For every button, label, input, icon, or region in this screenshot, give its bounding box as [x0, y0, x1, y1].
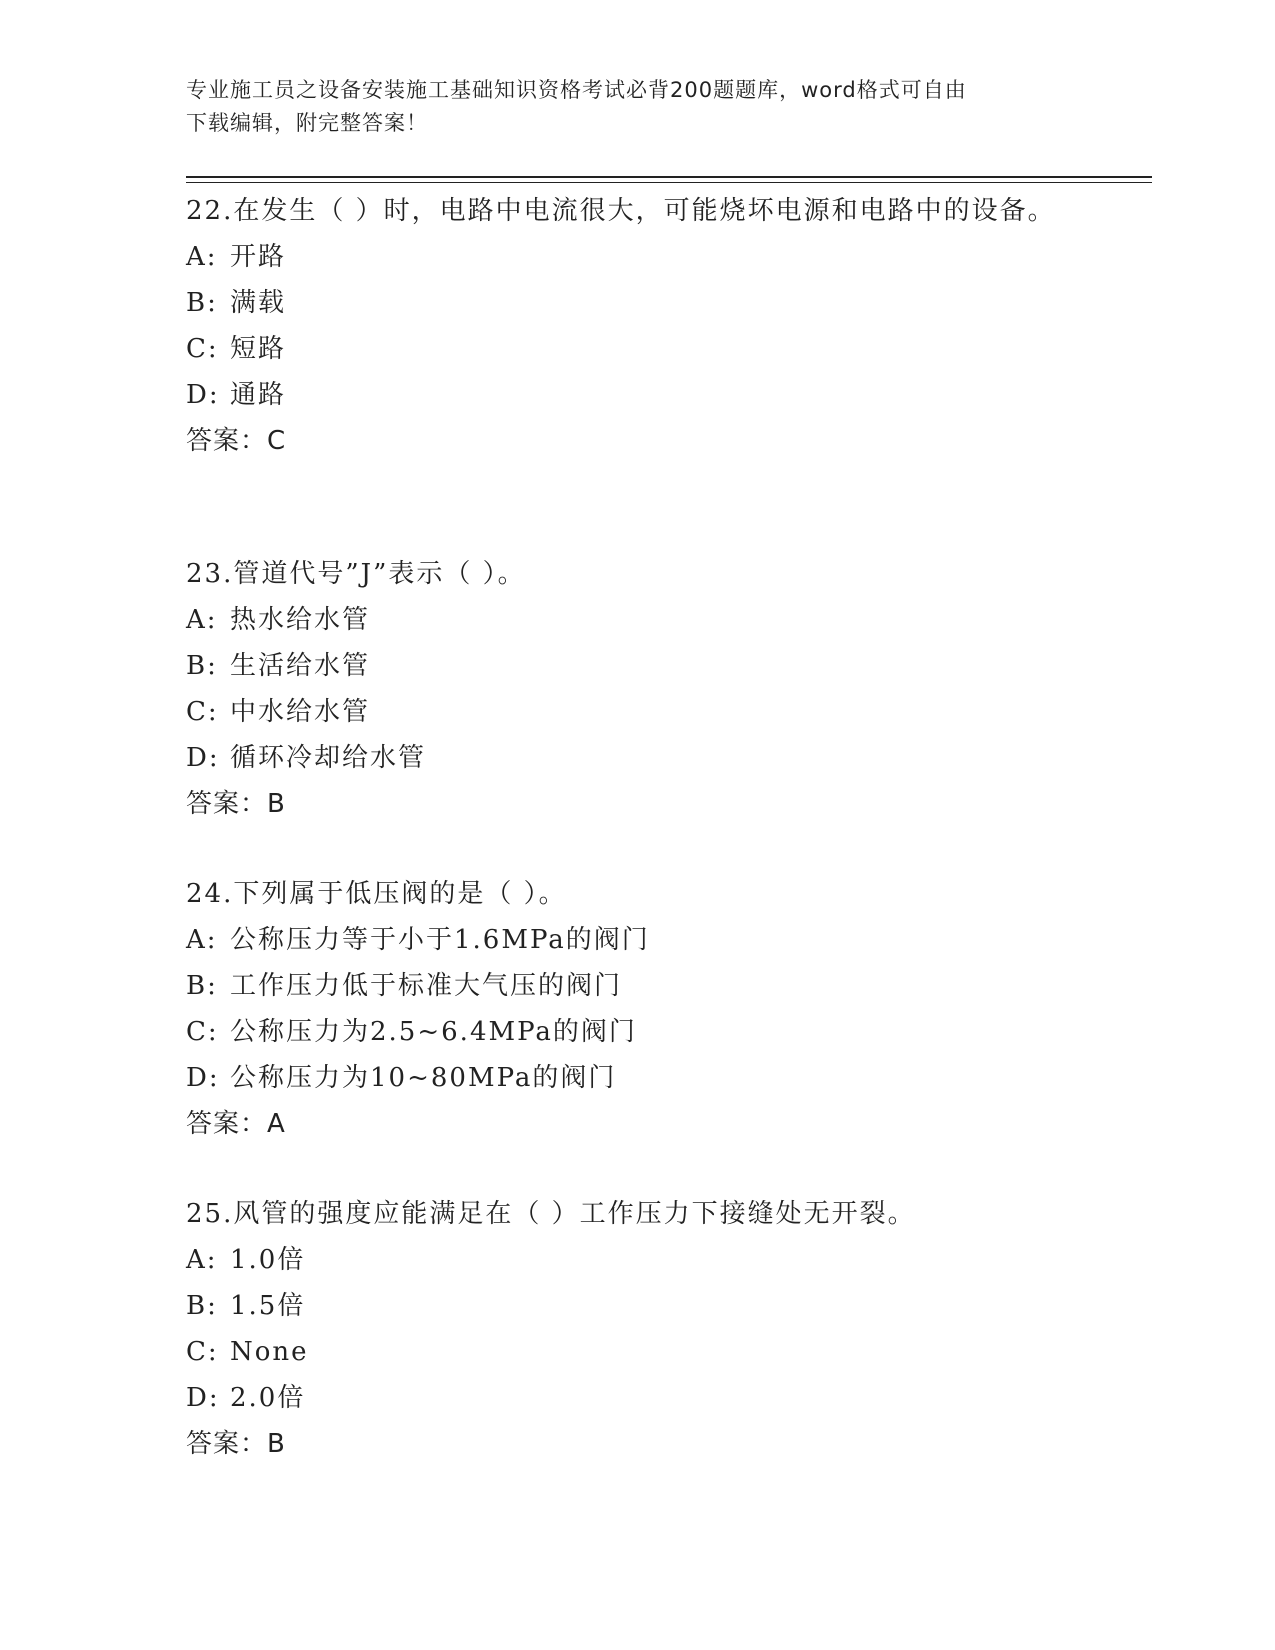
option-text: 通路: [230, 380, 287, 410]
question-22: [186, 188, 1086, 464]
header-line-2: 下载编辑，附完整答案！: [186, 111, 428, 135]
option-key: B:: [186, 288, 218, 318]
option-key: B:: [186, 1291, 218, 1321]
option-a: [186, 1237, 1086, 1283]
option-c: [186, 1009, 1086, 1055]
option-key: C:: [186, 334, 219, 364]
option-c: [186, 326, 1086, 372]
option-d: [186, 1055, 1086, 1101]
answer-line: [186, 781, 1086, 827]
option-text: 开路: [230, 242, 287, 272]
answer-value: A: [267, 1109, 286, 1139]
option-key: B:: [186, 971, 218, 1001]
option-c: [186, 1329, 1086, 1375]
option-b: [186, 963, 1086, 1009]
option-text: None: [230, 1337, 309, 1367]
option-text: 中水给水管: [230, 697, 371, 727]
option-text: 生活给水管: [230, 651, 371, 681]
option-key: D:: [186, 1383, 220, 1413]
option-key: A:: [186, 925, 218, 955]
option-b: [186, 1283, 1086, 1329]
question-stem: [186, 551, 1086, 597]
option-d: [186, 372, 1086, 418]
question-stem: [186, 1191, 1086, 1237]
question-stem: [186, 871, 1086, 917]
option-b: [186, 643, 1086, 689]
option-key: A:: [186, 242, 218, 272]
document-header: [186, 74, 1066, 140]
option-key: D:: [186, 743, 220, 773]
answer-label: 答案：: [186, 1429, 268, 1459]
header-divider-thick: [186, 176, 1152, 178]
option-text: 满载: [230, 288, 287, 318]
option-c: [186, 689, 1086, 735]
question-number: 25.: [186, 1199, 234, 1229]
option-text: 1.0倍: [230, 1245, 306, 1275]
question-text: 下列属于低压阀的是（ ）。: [233, 879, 567, 909]
option-d: [186, 1375, 1086, 1421]
answer-label: 答案：: [186, 426, 268, 456]
question-25: [186, 1191, 1086, 1467]
answer-line: [186, 1421, 1086, 1467]
question-24: [186, 871, 1086, 1147]
answer-value: B: [267, 789, 286, 819]
option-a: [186, 917, 1086, 963]
header-divider-thin: [186, 182, 1152, 183]
option-key: C:: [186, 1337, 219, 1367]
option-d: [186, 735, 1086, 781]
option-key: A:: [186, 605, 218, 635]
question-text: 在发生（ ）时，电路中电流很大，可能烧坏电源和电路中的设备。: [233, 196, 1056, 226]
option-text: 2.0倍: [230, 1383, 306, 1413]
option-key: D:: [186, 1063, 220, 1093]
header-line-1: 专业施工员之设备安装施工基础知识资格考试必背200题题库，word格式可自由: [186, 78, 967, 102]
option-text: 公称压力等于小于1.6MPa的阀门: [230, 925, 650, 955]
option-text: 1.5倍: [230, 1291, 306, 1321]
option-key: D:: [186, 380, 220, 410]
answer-value: B: [267, 1429, 286, 1459]
answer-value: C: [267, 426, 287, 456]
answer-label: 答案：: [186, 1109, 268, 1139]
option-key: A:: [186, 1245, 218, 1275]
option-b: [186, 280, 1086, 326]
option-text: 工作压力低于标准大气压的阀门: [230, 971, 623, 1001]
option-key: C:: [186, 697, 219, 727]
option-text: 热水给水管: [230, 605, 371, 635]
option-text: 循环冷却给水管: [230, 743, 427, 773]
answer-line: [186, 1101, 1086, 1147]
question-number: 24.: [186, 879, 234, 909]
question-stem: [186, 188, 1086, 234]
option-key: C:: [186, 1017, 219, 1047]
option-a: [186, 597, 1086, 643]
question-number: 22.: [186, 196, 234, 226]
option-a: [186, 234, 1086, 280]
answer-line: [186, 418, 1086, 464]
option-key: B:: [186, 651, 218, 681]
option-text: 短路: [230, 334, 287, 364]
option-text: 公称压力为10~80MPa的阀门: [230, 1063, 617, 1093]
question-text: 风管的强度应能满足在（ ）工作压力下接缝处无开裂。: [233, 1199, 916, 1229]
question-number: 23.: [186, 559, 234, 589]
question-text: 管道代号”J”表示（ ）。: [233, 559, 526, 589]
answer-label: 答案：: [186, 789, 268, 819]
option-text: 公称压力为2.5~6.4MPa的阀门: [230, 1017, 637, 1047]
question-23: [186, 551, 1086, 827]
